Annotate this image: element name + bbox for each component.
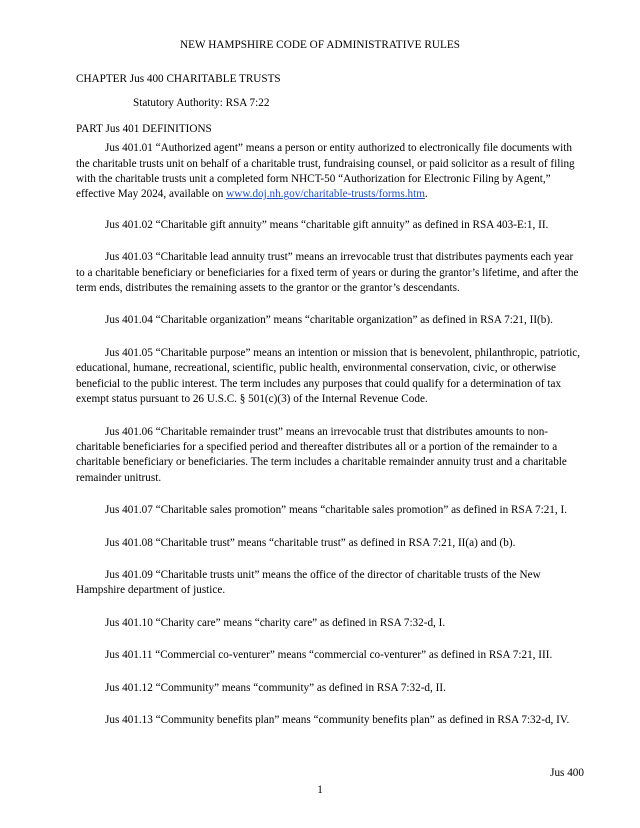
section-401-01 [76, 141, 584, 203]
section-401-08: Jus 401.08 “Charitable trust” means “charitable trust” as defined in RSA 7:21, II(a) and (b). [105, 536, 516, 549]
section-401-07: Jus 401.07 “Charitable sales promotion” means “charitable sales promotion” as defined in RSA 7:21, I. [105, 504, 568, 517]
document-body [76, 72, 584, 745]
section-401-03: Jus 401.03 “Charitable lead annuity trust” means an irrevocable trust that distributes payments each year to a charitable beneficiary or beneficiaries for a fixed term of years or during the grantor’s lifetime, and after the term ends, distributes the remaining assets to the grantor or the grantor’s descendants. [76, 251, 579, 295]
section-401-12: Jus 401.12 “Community” means “community” as defined in RSA 7:32-d, II. [105, 681, 446, 694]
section-401-04: Jus 401.04 “Charitable organization” means “charitable organization” as defined in RSA 7:21, II(b). [105, 314, 553, 327]
document-header: NEW HAMPSHIRE CODE OF ADMINISTRATIVE RULES [179, 39, 461, 51]
section-text: Jus 401.01 “Authorized agent” means a person or entity authorized to electronically file documents with the charitable trusts unit on behalf of a charitable trust, fundraising counsel, or paid solicitor as a result of filing with the charitable trusts unit a completed form NHCT-50 “Authorization for Electronic Filing by Agent,” effective May 2024, available on [76, 142, 575, 201]
section-401-06: Jus 401.06 “Charitable remainder trust” means an irrevocable trust that distributes amounts to non-charitable beneficiaries for a specified period and thereafter distributes all or a portion of the remainder to a charitable beneficiary or beneficiaries. The term includes a charitable remainder annuity trust and a charitable remainder unitrust. [76, 425, 567, 484]
section-text-end: . [424, 188, 428, 201]
section-401-05: Jus 401.05 “Charitable purpose” means an intention or mission that is benevolent, philanthropic, patriotic, educational, humane, recreational, scientific, public health, environmental conservation, civic, or otherwise beneficial to the public interest. The term includes any purposes that could qualify for a determination of tax exempt status pursuant to 26 U.S.C. § 501(c)(3) of the Internal Revenue Code. [76, 346, 581, 406]
section-401-02: Jus 401.02 “Charitable gift annuity” means “charitable gift annuity” as defined in RSA 403-E:1, II. [105, 218, 549, 231]
page-number: 1 [317, 784, 323, 796]
footer-chapter-label: Jus 400 [550, 767, 584, 779]
forms-link[interactable]: www.doj.nh.gov/charitable-trusts/forms.htm [226, 188, 425, 201]
section-401-11: Jus 401.11 “Commercial co-venturer” means “commercial co-venturer” as defined in RSA 7:21, III. [105, 649, 553, 662]
section-401-13: Jus 401.13 “Community benefits plan” means “community benefits plan” as defined in RSA 7:32-d, IV. [105, 713, 570, 726]
chapter-title: CHAPTER Jus 400 CHARITABLE TRUSTS [76, 73, 281, 85]
statutory-authority: Statutory Authority: RSA 7:22 [133, 97, 270, 110]
part-title: PART Jus 401 DEFINITIONS [76, 122, 212, 135]
section-401-09: Jus 401.09 “Charitable trusts unit” means the office of the director of charitable trusts of the New Hampshire department of justice. [76, 568, 541, 597]
section-401-10: Jus 401.10 “Charity care” means “charity care” as defined in RSA 7:32-d, I. [105, 616, 446, 629]
